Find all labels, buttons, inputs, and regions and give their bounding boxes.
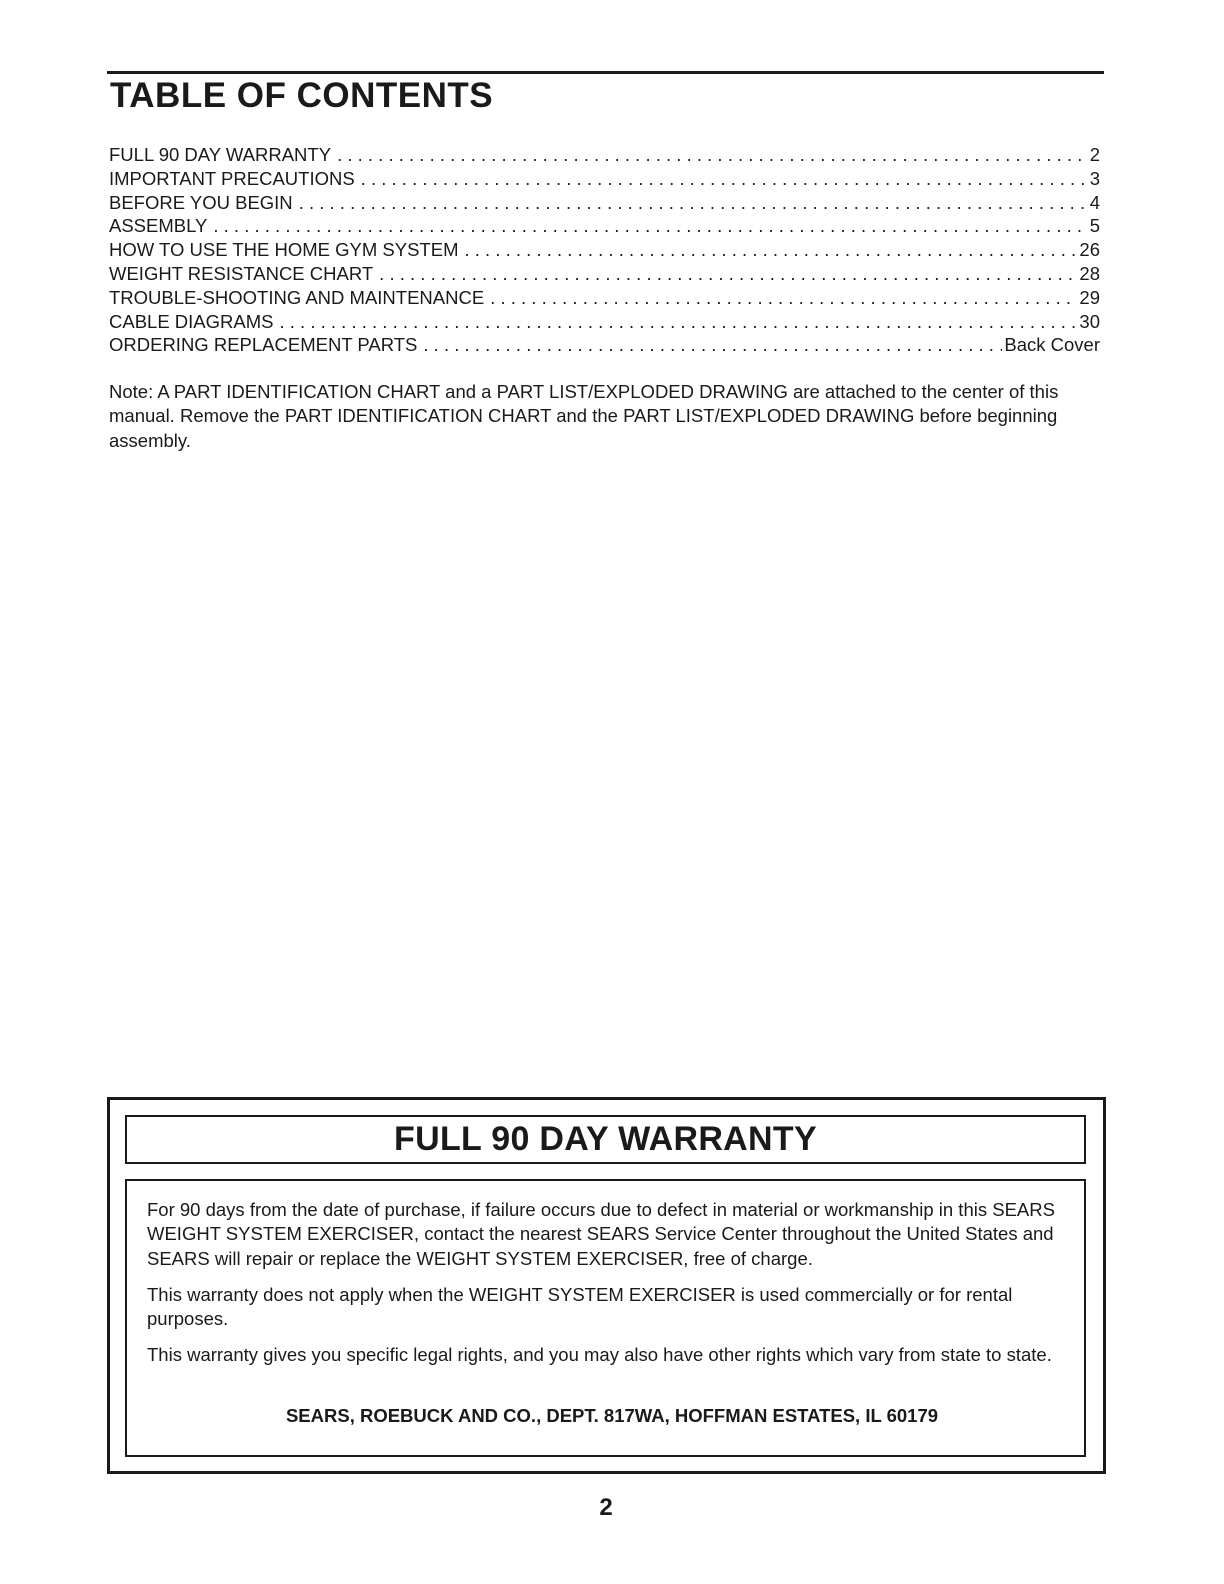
toc-leader-dots [337, 143, 1088, 167]
toc-entry-page: 2 [1089, 144, 1100, 165]
toc-leader-dots [423, 333, 1002, 357]
toc-entry-label: ORDERING REPLACEMENT PARTS [109, 334, 418, 356]
toc-entry-page: 28 [1079, 262, 1100, 284]
assembly-note: Note: A PART IDENTIFICATION CHART and a PART LIST/EXPLODED DRAWING are attached to the center of this manual. Remove the PART IDENTIFICATION CHART and the PART LIST/EXPLODED DRAWING before beginning assembly. [109, 381, 1059, 451]
toc-entry[interactable] [109, 333, 1100, 357]
toc-entry-page: 30 [1079, 310, 1100, 332]
table-of-contents [109, 143, 1100, 357]
toc-entry-label: ASSEMBLY [109, 215, 208, 237]
toc-entry[interactable] [109, 310, 1100, 334]
toc-leader-dots [213, 214, 1087, 238]
toc-entry-label: CABLE DIAGRAMS [109, 310, 274, 332]
toc-entry-page: 5 [1089, 215, 1100, 237]
toc-leader-dots [299, 191, 1088, 215]
warranty-paragraph: This warranty gives you specific legal rights, and you may also have other rights which vary from state to state. [147, 1344, 1052, 1366]
toc-entry-label: TROUBLE-SHOOTING AND MAINTENANCE [109, 286, 485, 308]
toc-leader-dots [280, 310, 1078, 334]
warranty-address: SEARS, ROEBUCK AND CO., DEPT. 817WA, HOFFMAN ESTATES, IL 60179 [285, 1405, 939, 1426]
toc-entry-page: Back Cover [1004, 334, 1100, 356]
toc-entry[interactable] [109, 262, 1100, 286]
warranty-heading: FULL 90 DAY WARRANTY [394, 1120, 817, 1158]
warranty-paragraph: For 90 days from the date of purchase, if failure occurs due to defect in material or workmanship in this SEARS WEIGHT SYSTEM EXERCISER, contact the nearest SEARS Service Center throughout the United States and SEARS will repair or replace the WEIGHT SYSTEM EXERCISER, free of charge. [147, 1199, 1055, 1269]
toc-entry-label: HOW TO USE THE HOME GYM SYSTEM [109, 239, 459, 261]
toc-entry-label: BEFORE YOU BEGIN [109, 191, 293, 213]
warranty-heading-box [125, 1115, 1086, 1164]
toc-entry[interactable] [109, 167, 1100, 191]
toc-entry-label: IMPORTANT PRECAUTIONS [109, 167, 355, 189]
toc-leader-dots [379, 262, 1077, 286]
toc-entry-page: 4 [1089, 191, 1100, 213]
title-rule [107, 71, 1104, 74]
toc-leader-dots [465, 238, 1078, 262]
warranty-paragraph: This warranty does not apply when the WEIGHT SYSTEM EXERCISER is used commercially or for rental purposes. [147, 1283, 1013, 1330]
toc-entry-page: 26 [1079, 239, 1100, 261]
toc-entry-label: FULL 90 DAY WARRANTY [109, 144, 332, 165]
toc-entry-page: 3 [1089, 167, 1100, 189]
toc-entry[interactable] [109, 238, 1100, 262]
toc-entry[interactable] [109, 143, 1100, 167]
toc-entry[interactable] [109, 191, 1100, 215]
toc-leader-dots [361, 167, 1088, 191]
toc-leader-dots [490, 286, 1077, 310]
toc-entry-label: WEIGHT RESISTANCE CHART [109, 262, 374, 284]
page-number: 2 [599, 1494, 613, 1521]
toc-entry[interactable] [109, 214, 1100, 238]
warranty-text [147, 1198, 1062, 1380]
toc-entry-page: 29 [1079, 286, 1100, 308]
page-title: TABLE OF CONTENTS [110, 76, 494, 115]
toc-entry[interactable] [109, 286, 1100, 310]
